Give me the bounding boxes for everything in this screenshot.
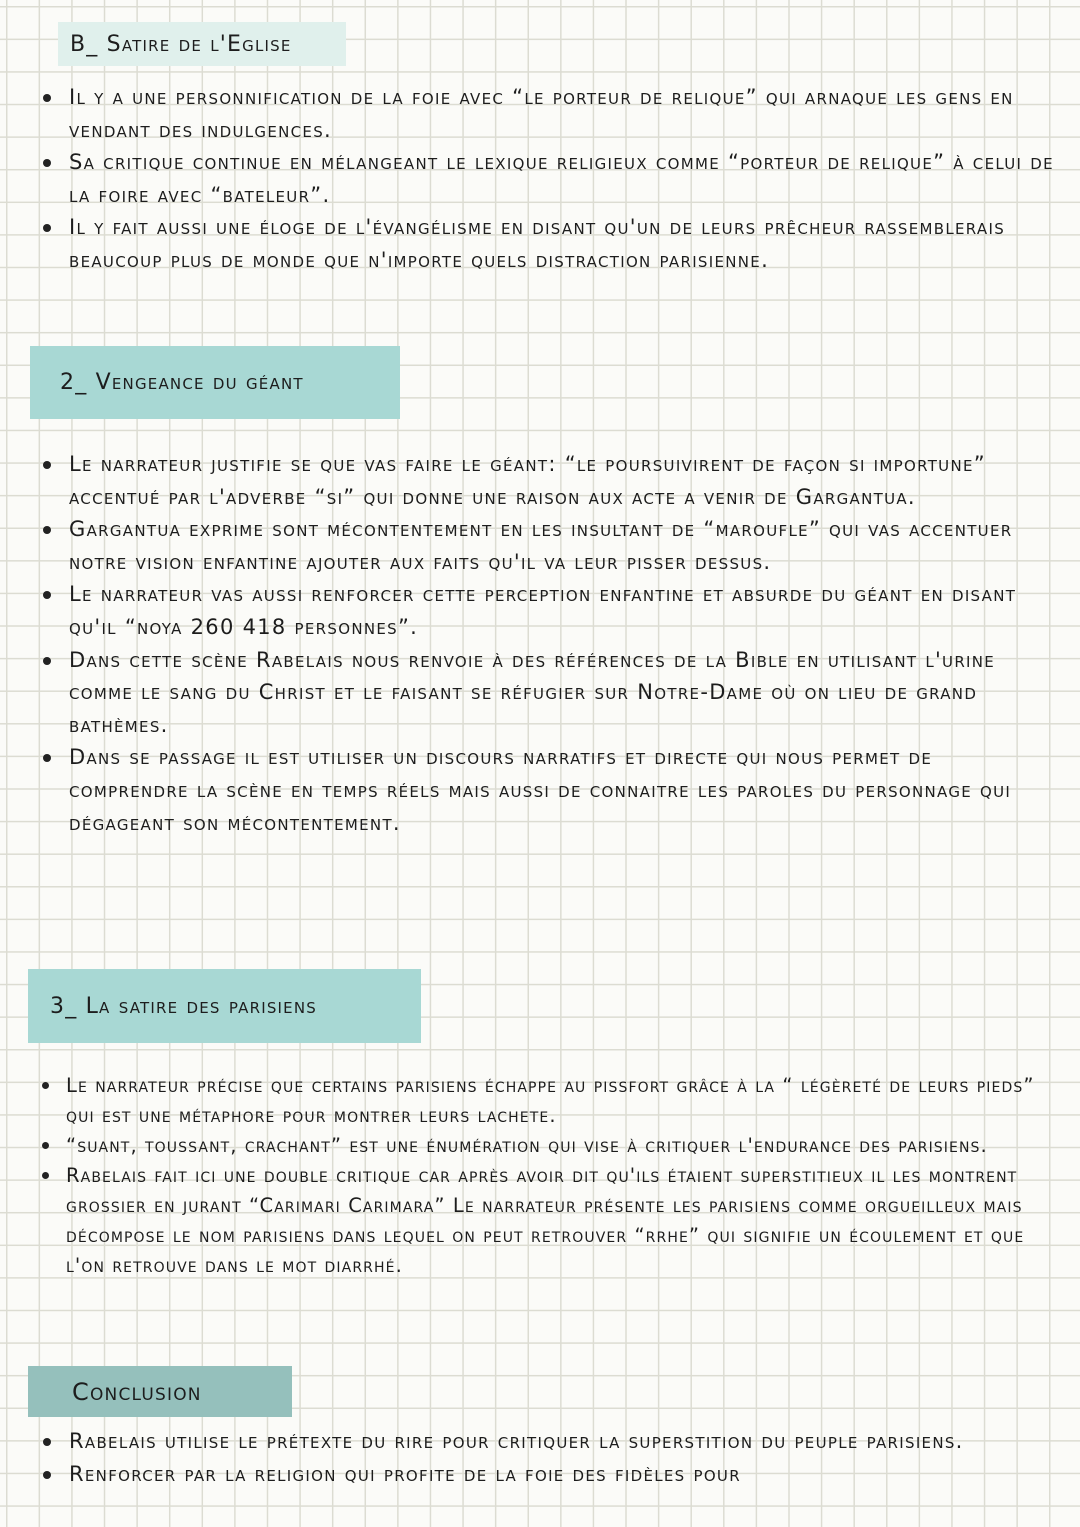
bullet-list-conclusion xyxy=(69,1425,1059,1490)
bullet-item: Dans cette scène Rabelais nous renvoie à des références de la Bible en utilisant l'urine comme le sang du Christ et le faisant se réfugier sur Notre-Dame où on lieu de grand bathèmes. xyxy=(69,644,1059,742)
bullet-item: Le narrateur vas aussi renforcer cette perception enfantine et absurde du géant en disant qu'il “noya 260 418 personnes”. xyxy=(69,578,1059,643)
section-heading-satire-eglise: B_ Satire de l'Eglise xyxy=(58,22,346,66)
bullet-item: Sa critique continue en mélangeant le lexique religieux comme “porteur de relique” à celui de la foire avec “bateleur”. xyxy=(69,146,1059,211)
bullet-list-satire-eglise xyxy=(69,81,1059,277)
bullet-item: Le narrateur précise que certains parisiens échappe au pissfort grâce à la “ légèreté de leurs pieds” qui est une métaphore pour montrer leurs lachete. xyxy=(66,1071,1061,1131)
section-heading-vengeance-geant: 2_ Vengeance du géant xyxy=(30,346,400,419)
bullet-item: Rabelais utilise le prétexte du rire pour critiquer la superstition du peuple parisiens. xyxy=(69,1425,1059,1458)
bullet-item: Rabelais fait ici une double critique car après avoir dit qu'ils étaient superstitieux il les montrent grossier en jurant “Carimari Carimara” Le narrateur présente les parisiens comme orgueilleux mais décompose le nom parisiens dans lequel on peut retrouver “rrhe” qui signifie un écoulement et que l'on retrouve dans le mot diarrhé. xyxy=(66,1161,1061,1281)
bullet-item: “suant, toussant, crachant” est une énumération qui vise à critiquer l'endurance des parisiens. xyxy=(66,1131,1061,1161)
bullet-item: Renforcer par la religion qui profite de la foie des fidèles pour xyxy=(69,1458,1059,1491)
bullet-item: Dans se passage il est utiliser un discours narratifs et directe qui nous permet de comprendre la scène en temps réels mais aussi de connaitre les paroles du personnage qui dégageant son mécontentement. xyxy=(69,741,1059,839)
bullet-item: Il y fait aussi une éloge de l'évangélisme en disant qu'un de leurs prêcheur rassemblerais beaucoup plus de monde que n'importe quels distraction parisienne. xyxy=(69,211,1059,276)
bullet-list-satire-parisiens xyxy=(66,1071,1061,1281)
bullet-list-vengeance-geant xyxy=(69,448,1059,839)
section-heading-satire-parisiens: 3_ La satire des parisiens xyxy=(28,969,421,1043)
bullet-item: Il y a une personnification de la foie avec “le porteur de relique” qui arnaque les gens en vendant des indulgences. xyxy=(69,81,1059,146)
section-heading-conclusion: Conclusion xyxy=(28,1366,292,1417)
bullet-item: Le narrateur justifie se que vas faire le géant: “le poursuivirent de façon si importune” accentué par l'adverbe “si” qui donne une raison aux acte a venir de Gargantua. xyxy=(69,448,1059,513)
bullet-item: Gargantua exprime sont mécontentement en les insultant de “maroufle” qui vas accentuer notre vision enfantine ajouter aux faits qu'il va leur pisser dessus. xyxy=(69,513,1059,578)
